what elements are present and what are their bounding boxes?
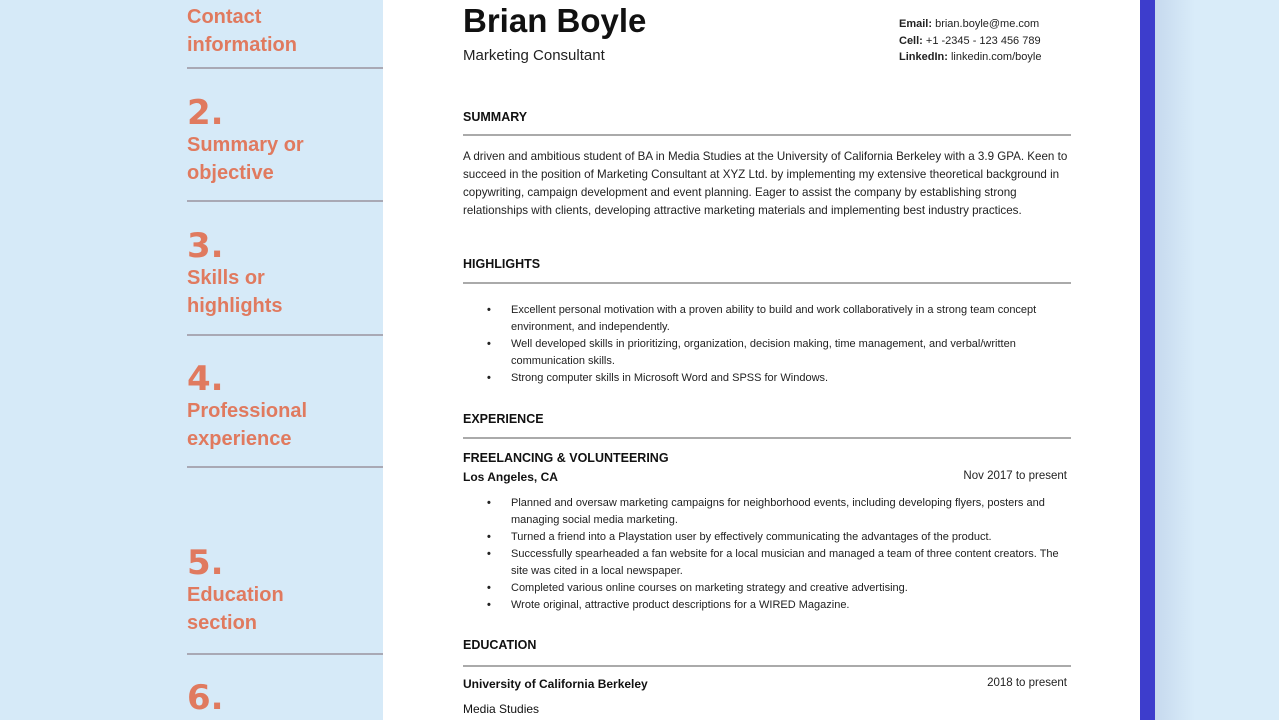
page-border-accent (1140, 0, 1155, 720)
step-label: Professional experience (187, 400, 308, 450)
list-item: • Wrote original, attractive product descriptions for a WIRED Magazine. (487, 597, 1067, 614)
experience-heading: EXPERIENCE (463, 412, 544, 426)
list-item: • Planned and oversaw marketing campaigns for neighborhood events, including developing flyers, posters and managing social media marketing. (487, 495, 1067, 529)
job-dates: Nov 2017 to present (963, 470, 1067, 482)
list-item: • Turned a friend into a Playstation user by effectively communicating the advantages of the product. (487, 529, 1067, 546)
step-label: Education section (187, 584, 284, 634)
divider (463, 282, 1071, 284)
highlights-heading: HIGHLIGHTS (463, 257, 541, 271)
cell: +1 -2345 - 123 456 789 (925, 34, 1041, 47)
education-row (463, 677, 1067, 691)
email-label: Email: (899, 18, 933, 30)
step-number: 5. (187, 543, 224, 583)
linkedin-label: LinkedIn: (899, 51, 948, 63)
summary-text: A driven and ambitious student of BA in Media Studies at the University of California Berkeley with a 3.9 GPA. Keen to succeed in the position of Marketing Consultant at XYZ Ltd. by implementing my extensive theoretical background in copywriting, campaign development and event planning. Eager to assist the company by establishing strong relationships with clients, developing attractive marketing materials and implementing best industry practices. (463, 150, 1068, 217)
list-item: • Excellent personal motivation with a proven ability to build and work collaboratively in a strong team concept environment, and independently. (487, 302, 1067, 336)
divider (463, 134, 1071, 136)
linkedin: linkedin.com/boyle (950, 51, 1042, 63)
page-shadow (1155, 0, 1195, 720)
step-label: Skills or highlights (187, 267, 283, 317)
step-number: 4. (187, 359, 224, 399)
list-item: • Strong computer skills in Microsoft Word and SPSS for Windows. (487, 370, 1067, 387)
cell-label: Cell: (899, 34, 923, 47)
resume-name: Brian Boyle (463, 2, 647, 39)
job-duties-list (487, 495, 1067, 614)
education-field-row (463, 702, 1067, 716)
job-meta (463, 470, 1067, 484)
summary-heading: SUMMARY (463, 110, 528, 124)
divider (463, 665, 1071, 667)
list-item: • Completed various online courses on marketing strategy and creative advertising. (487, 580, 1067, 597)
email: brian.boyle@me.com (935, 18, 1040, 30)
step-number: 2. (187, 93, 224, 133)
step-number: 6. (187, 678, 224, 718)
divider (463, 437, 1071, 439)
job-title: FREELANCING & VOLUNTEERING (463, 451, 669, 465)
step-label: Summary or objective (187, 134, 304, 184)
list-item: • Well developed skills in prioritizing, organization, decision making, time management, and verbal/written communication skills. (487, 336, 1067, 370)
resume-title: Marketing Consultant (463, 47, 605, 64)
step-label: Contact information (187, 6, 297, 56)
list-item: • Successfully spearheaded a fan website for a local musician and managed a team of three content creators. The site was cited in a local newspaper. (487, 546, 1067, 580)
education-field: Media Studies (463, 702, 540, 716)
step-number: 3. (187, 226, 224, 266)
school: University of California Berkeley (463, 677, 648, 691)
contact-block (899, 16, 1041, 66)
highlights-list (487, 302, 1067, 387)
job-location: Los Angeles, CA (463, 470, 558, 484)
education-heading: EDUCATION (463, 638, 537, 652)
education-dates: 2018 to present (987, 677, 1067, 689)
